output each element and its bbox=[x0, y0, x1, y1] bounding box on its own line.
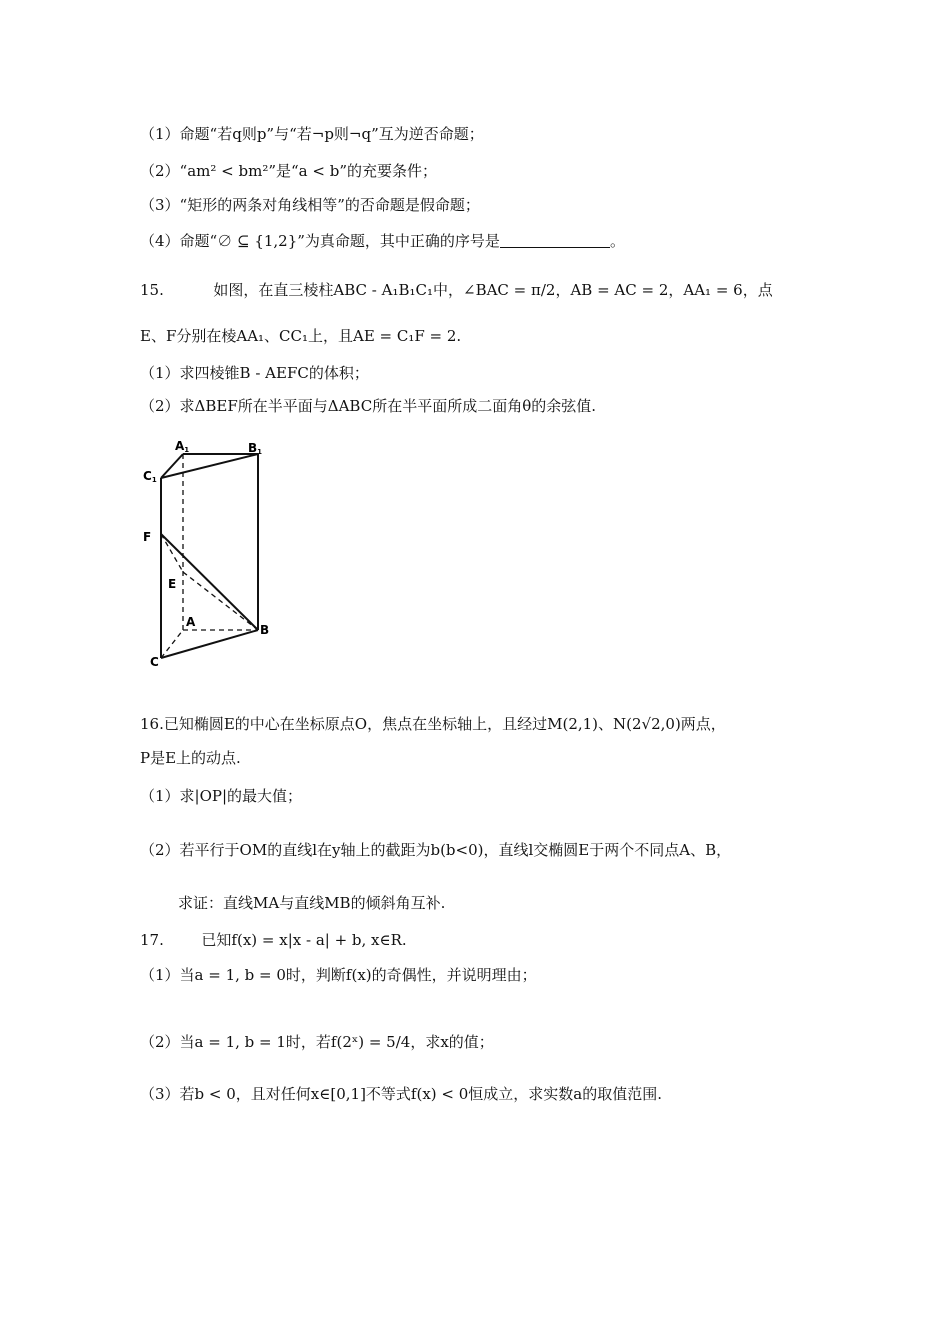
q15-number: 15. bbox=[140, 281, 164, 299]
label-b: B bbox=[260, 623, 270, 637]
q15-stem-line1 bbox=[140, 280, 840, 300]
q17-number: 17. bbox=[140, 931, 164, 949]
label-f: F bbox=[143, 530, 152, 544]
answer-blank[interactable] bbox=[500, 233, 610, 248]
q15-stem-line2: E、F分别在棱AA₁、CC₁上，且AE = C₁F = 2. bbox=[140, 327, 462, 345]
statement-4-text: （4）命题“∅ ⊆ {1,2}”为真命题，其中正确的序号是 bbox=[140, 232, 500, 250]
q17-part1: （1）当a = 1, b = 0时，判断f(x)的奇偶性，并说明理由； bbox=[140, 966, 537, 984]
statement-2: （2）“am² < bm²”是“a < b”的充要条件； bbox=[140, 162, 437, 180]
label-b1: B1 bbox=[248, 441, 263, 456]
label-e: E bbox=[168, 577, 177, 591]
prism-figure bbox=[138, 436, 288, 676]
q15-part1: （1）求四棱锥B - AEFC的体积； bbox=[140, 364, 369, 382]
statement-1: （1）命题“若q则p”与“若¬p则¬q”互为逆否命题； bbox=[140, 125, 484, 143]
q17-part2: （2）当a = 1, b = 1时，若f(2ˣ) = 5/4，求x的值； bbox=[140, 1033, 494, 1051]
q16-stem-line1: 16.已知椭圆E的中心在坐标原点O，焦点在坐标轴上，且经过M(2,1)、N(2√2,0)两点， bbox=[140, 715, 726, 733]
label-c1: C1 bbox=[143, 469, 157, 484]
edge-cb bbox=[161, 630, 258, 658]
q16-part1: （1）求|OP|的最大值； bbox=[140, 787, 303, 805]
label-a1: A1 bbox=[175, 439, 190, 454]
q16-stem-line2: P是E上的动点. bbox=[140, 749, 241, 767]
statement-3: （3）“矩形的两条对角线相等”的否命题是假命题； bbox=[140, 196, 480, 214]
q16-part2: （2）若平行于OM的直线l在y轴上的截距为b(b<0)，直线l交椭圆E于两个不同点A、B， bbox=[140, 841, 732, 859]
statement-4: （4）命题“∅ ⊆ {1,2}”为真命题，其中正确的序号是 。 bbox=[140, 232, 625, 250]
q15-part2: （2）求ΔBEF所在半平面与ΔABC所在半平面所成二面角θ的余弦值. bbox=[140, 397, 597, 415]
q15-stem-text: 如图，在直三棱柱ABC - A₁B₁C₁中，∠BAC = π/2，AB = AC = 2，AA₁ = 6，点 bbox=[213, 281, 773, 299]
q17-stem: 已知f(x) = x|x - a| + b, x∈R. bbox=[201, 931, 407, 949]
q17-part3: （3）若b < 0，且对任何x∈[0,1]不等式f(x) < 0恒成立，求实数a的取值范围. bbox=[140, 1085, 662, 1103]
edge-c1b1 bbox=[161, 454, 258, 478]
label-a: A bbox=[186, 615, 196, 629]
q16-part2-cont: 求证：直线MA与直线MB的倾斜角互补. bbox=[178, 894, 446, 912]
label-c: C bbox=[150, 655, 159, 669]
q17-stem-line bbox=[140, 930, 840, 950]
